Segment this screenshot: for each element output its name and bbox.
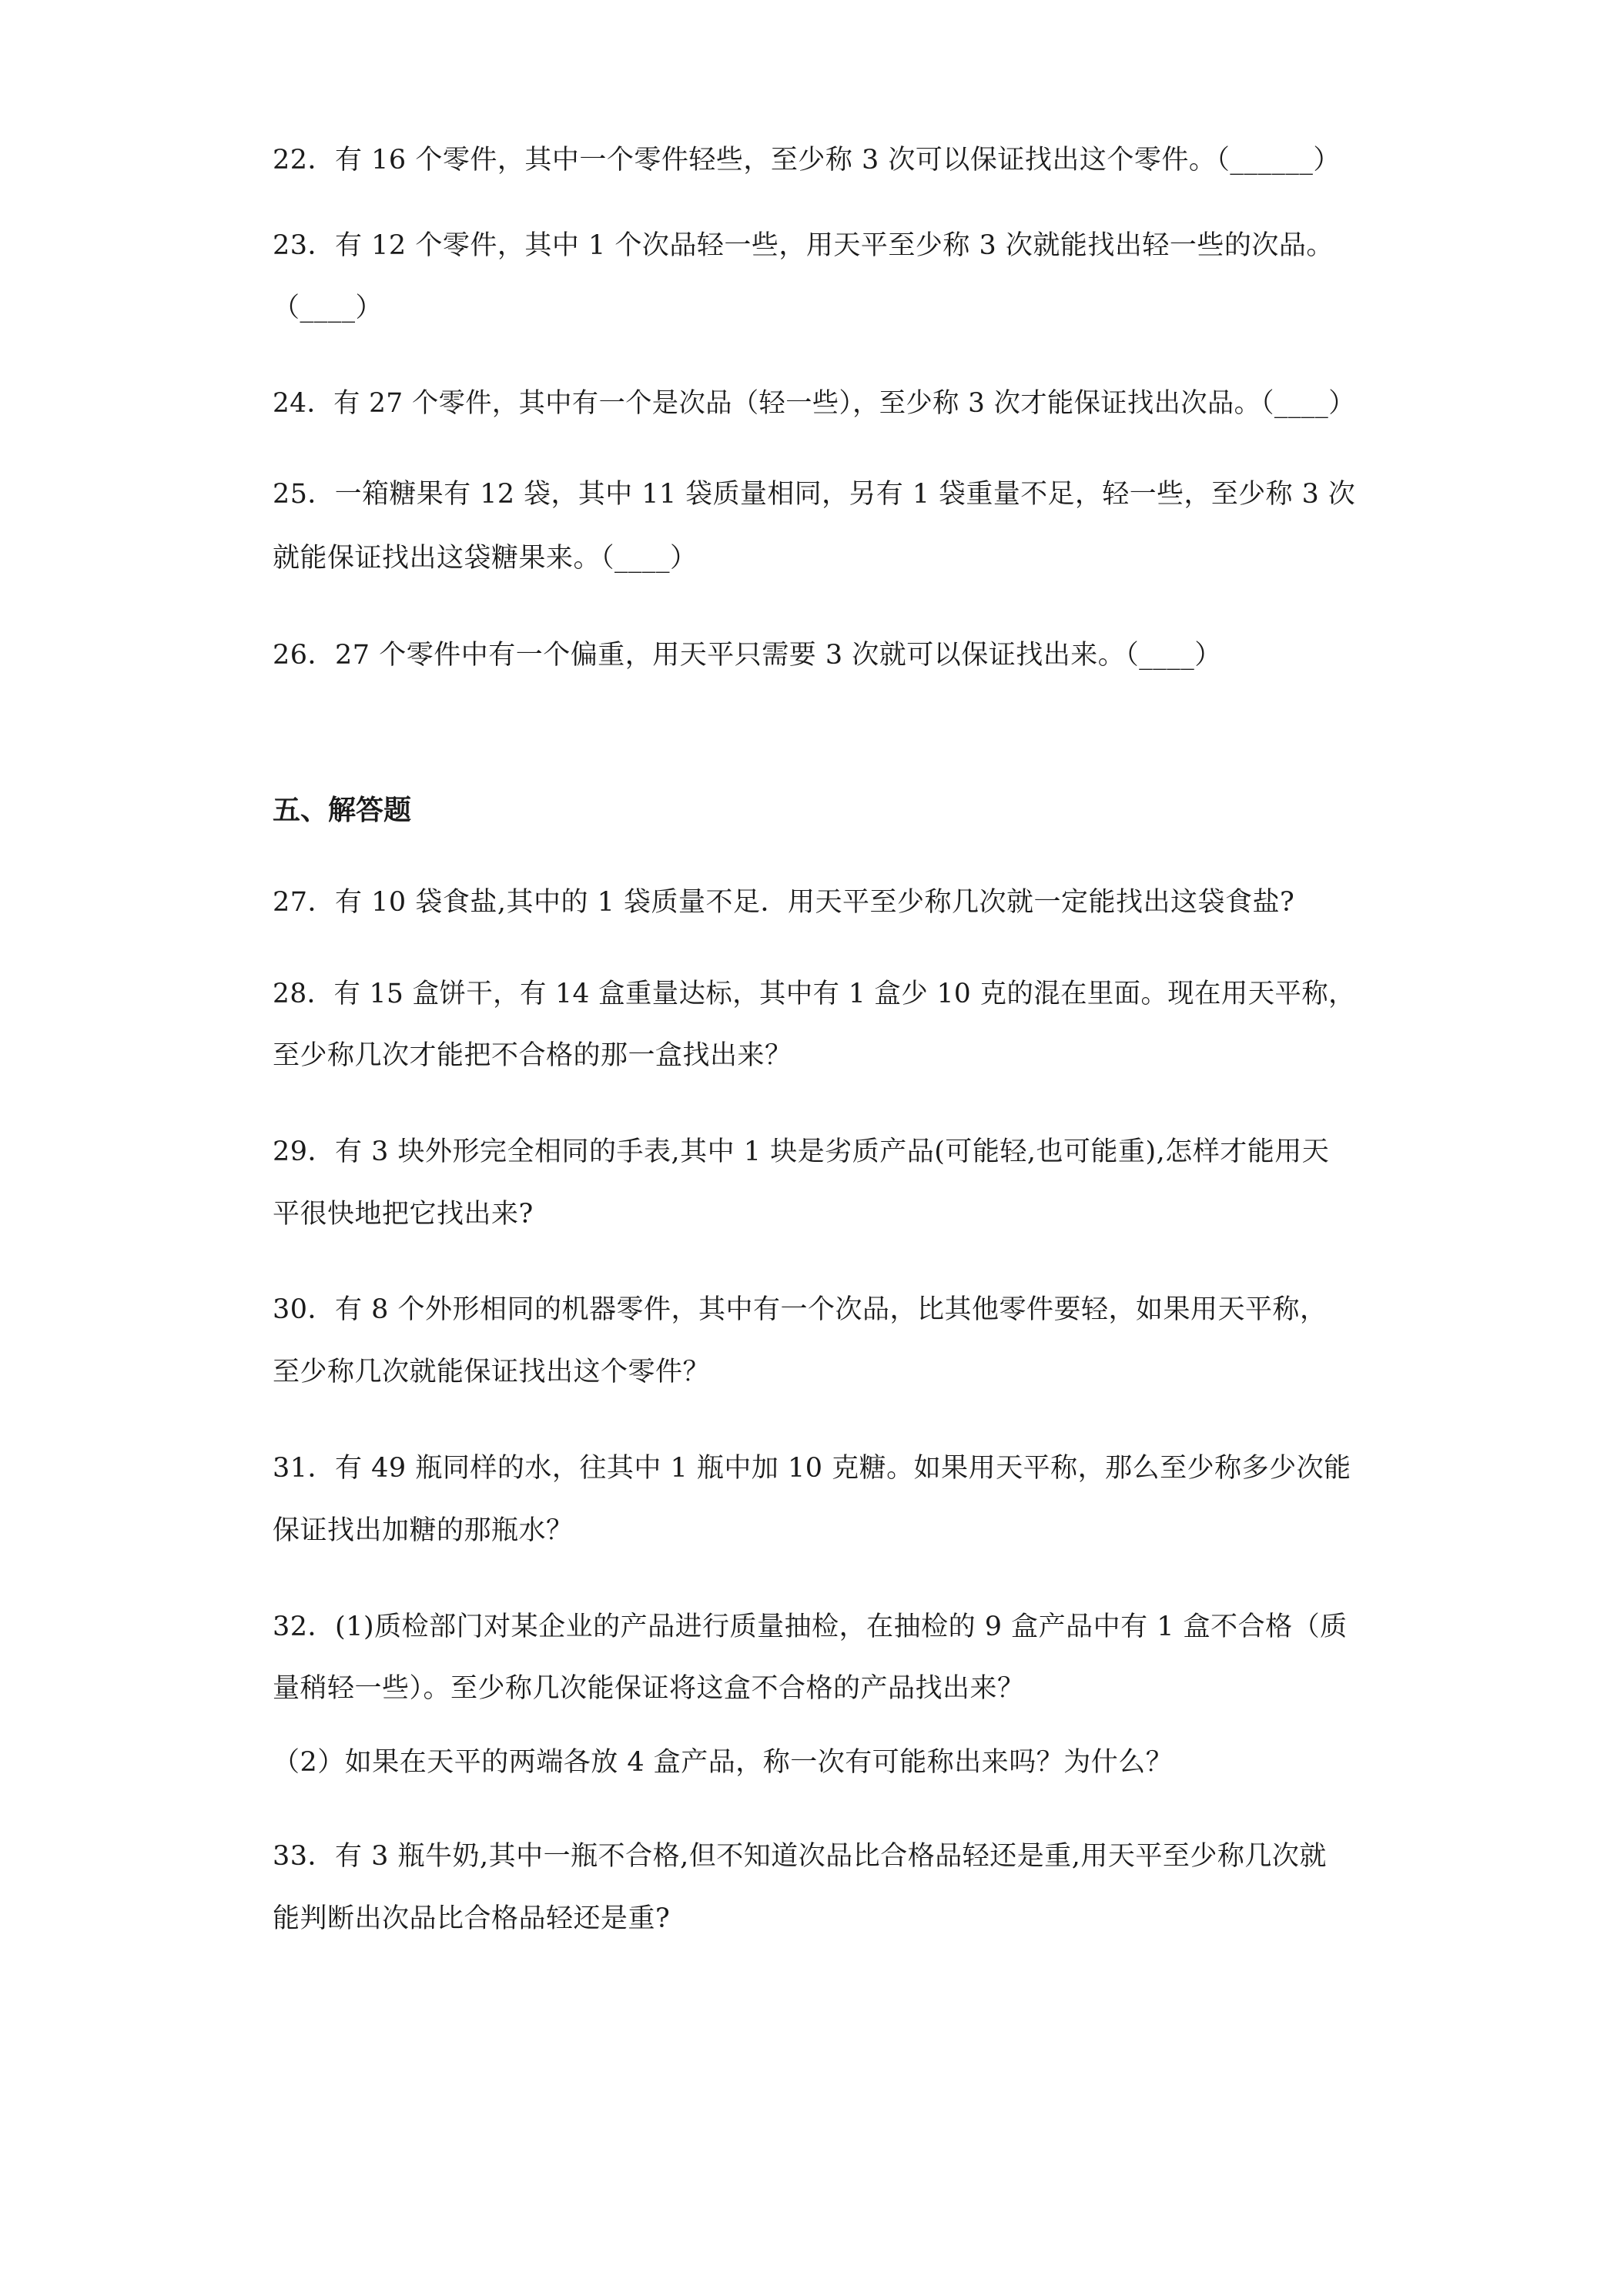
question-25-line-2: 就能保证找出这袋糖果来。（____） <box>273 543 698 574</box>
question-30-line-2: 至少称几次就能保证找出这个零件？ <box>273 1357 711 1387</box>
question-32-line-2: 量稍轻一些）。至少称几次能保证将这盒不合格的产品找出来？ <box>273 1673 1025 1704</box>
question-26: 26．27 个零件中有一个偏重，用天平只需要 3 次就可以保证找出来。（____） <box>273 640 1222 671</box>
question-27: 27．有 10 袋食盐,其中的 1 袋质量不足．用天平至少称几次就一定能找出这袋食盐? <box>273 887 1295 918</box>
question-31-line-1: 31．有 49 瓶同样的水，往其中 1 瓶中加 10 克糖。如果用天平称，那么至少称多少次能 <box>273 1453 1351 1484</box>
question-28-line-1: 28．有 15 盒饼干，有 14 盒重量达标，其中有 1 盒少 10 克的混在里面。现在用天平称， <box>273 979 1355 1009</box>
question-30-line-1: 30．有 8 个外形相同的机器零件，其中有一个次品，比其他零件要轻，如果用天平称， <box>273 1294 1328 1325</box>
question-28-line-2: 至少称几次才能把不合格的那一盒找出来？ <box>273 1040 792 1071</box>
question-31-line-2: 保证找出加糖的那瓶水？ <box>273 1515 574 1546</box>
question-29-line-2: 平很快地把它找出来? <box>273 1199 534 1230</box>
section-heading: 五、解答题 <box>273 795 412 826</box>
question-33-line-1: 33．有 3 瓶牛奶,其中一瓶不合格,但不知道次品比合格品轻还是重,用天平至少称几次就 <box>273 1841 1327 1872</box>
question-33-line-2: 能判断出次品比合格品轻还是重? <box>273 1903 671 1934</box>
question-23-line-1: 23．有 12 个零件，其中 1 个次品轻一些，用天平至少称 3 次就能找出轻一些的次品。 <box>273 230 1334 261</box>
question-22: 22．有 16 个零件，其中一个零件轻些，至少称 3 次可以保证找出这个零件。（______） <box>273 145 1341 176</box>
question-23-line-2: （____） <box>273 293 383 323</box>
question-32-part-2: （2）如果在天平的两端各放 4 盒产品，称一次有可能称出来吗？为什么？ <box>273 1747 1174 1778</box>
question-24: 24．有 27 个零件，其中有一个是次品（轻一些），至少称 3 次才能保证找出次品。（____） <box>273 388 1355 419</box>
question-25-line-1: 25．一箱糖果有 12 袋，其中 11 袋质量相同，另有 1 袋重量不足，轻一些，至少称 3 次 <box>273 479 1356 510</box>
question-29-line-1: 29．有 3 块外形完全相同的手表,其中 1 块是劣质产品(可能轻,也可能重),怎样才能用天 <box>273 1136 1330 1167</box>
question-32-line-1: 32．(1)质检部门对某企业的产品进行质量抽检，在抽检的 9 盒产品中有 1 盒不合格（质 <box>273 1612 1348 1642</box>
